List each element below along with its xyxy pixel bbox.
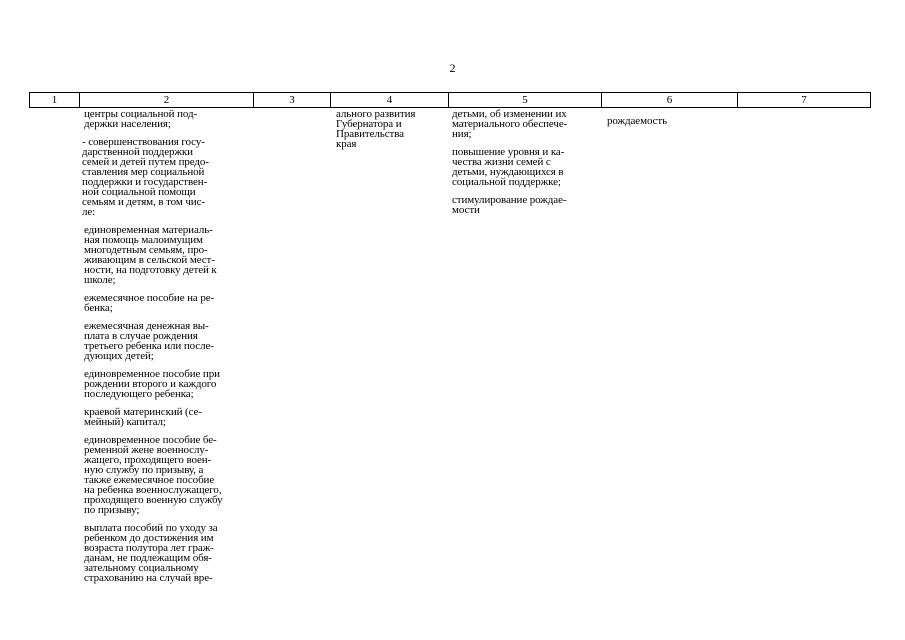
header-col-5: 5 — [449, 93, 602, 107]
col6-cell — [607, 116, 735, 134]
header-col-3: 3 — [254, 93, 331, 107]
col5-paragraph: стимулирование рождае- мости — [452, 194, 567, 216]
header-col-4: 4 — [331, 93, 449, 107]
col5-cell — [452, 109, 600, 223]
col2-paragraph: единовременное пособие бе- ременной жене военнослу- жащего, проходящего воен- ную службу по призыву, а также ежемесячное пособие на ребенка военнослужащего, проходящего военную службу по призыву; — [84, 434, 223, 516]
page-number: 2 — [449, 61, 456, 75]
table-header-row — [29, 92, 871, 108]
col6-paragraph: рождаемость — [607, 115, 668, 127]
col2-paragraph: единовременная материаль- ная помощь малоимущим многодетным семьям, про- живающим в сельской мест- ности, на подготовку детей к школе; — [84, 224, 217, 286]
col2-paragraph: краевой материнский (се- мейный) капитал; — [84, 406, 202, 428]
col5-paragraph: детьми, об изменении их материального обеспече- ния; — [452, 108, 568, 140]
col2-cell — [84, 109, 254, 583]
header-col-1: 1 — [30, 93, 80, 107]
col4-paragraph: ального развития Губернатора и Правительства края — [336, 108, 416, 150]
col2-paragraph: ежемесячная денежная вы- плата в случае рождения третьего ребенка или после- дующих детей; — [84, 320, 214, 362]
header-col-2: 2 — [80, 93, 254, 107]
header-col-6: 6 — [602, 93, 738, 107]
col4-cell — [336, 109, 446, 157]
col2-paragraph: ежемесячное пособие на ре- бенка; — [84, 292, 215, 314]
col2-paragraph: - совершенствования госу- дарственной поддержки семей и детей путем предо- ставления мер социальной поддержки и государствен- ной социальной помощи семьям и детям, в том чис- ле: — [82, 136, 209, 218]
col5-paragraph: повышение уровня и ка- чества жизни семей с детьми, нуждающихся в социальной поддержке; — [452, 146, 565, 188]
header-col-7: 7 — [801, 94, 807, 106]
col2-paragraph: центры социальной под- держки населения; — [84, 108, 198, 130]
col2-paragraph: единовременное пособие при рождении второго и каждого последующего ребенка; — [84, 368, 220, 400]
col2-paragraph: выплата пособий по уходу за ребенком до достижения им возраста полутора лет граж- данам, не подлежащим обя- зательному социальному страхованию на случай вре- — [84, 522, 218, 584]
